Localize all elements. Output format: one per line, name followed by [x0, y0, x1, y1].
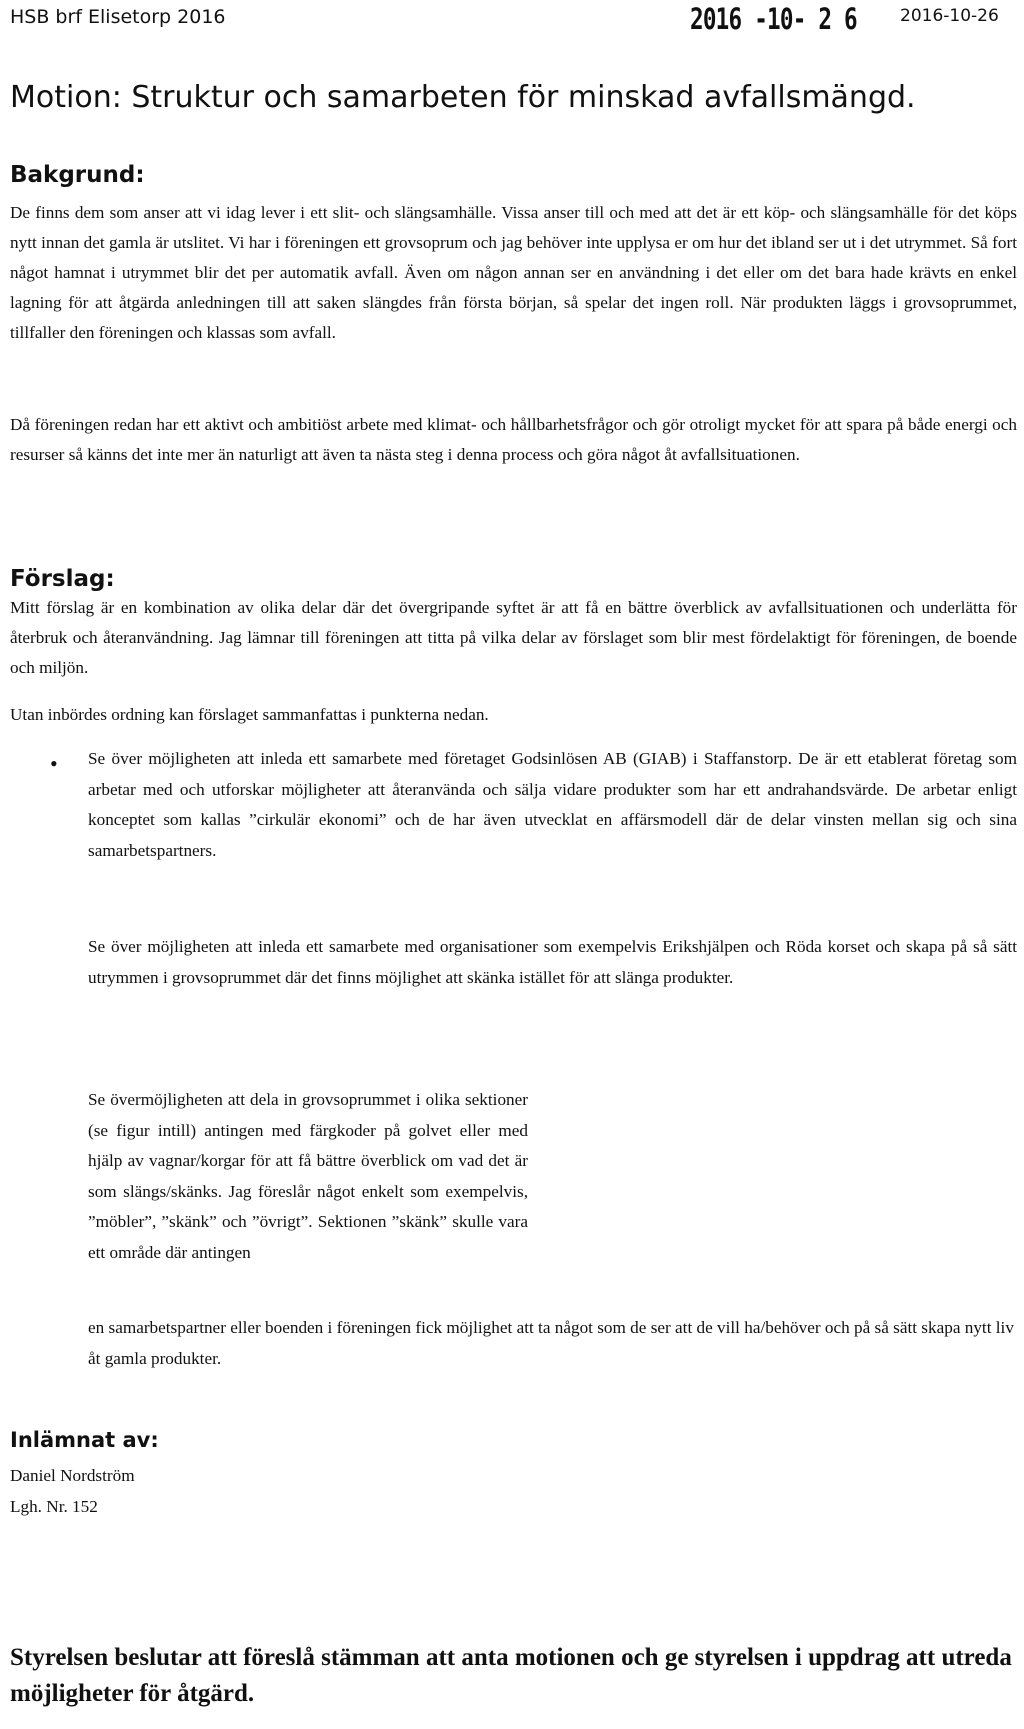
forslag-paragraph-2: Utan inbördes ordning kan förslaget sammanfattas i punkterna nedan. — [10, 705, 489, 724]
organization-name: HSB brf Elisetorp 2016 — [10, 6, 226, 28]
motion-title: Motion: Struktur och samarbeten för minskad avfallsmängd. — [10, 80, 916, 115]
proposal-item-sections: Se övermöjligheten att dela in grovsoprummet i olika sektioner (se figur intill) antingen med färgkoder på golvet eller med hjälp av vagnar/korgar för att få bättre överblick om vad det är som slängs/skänks. Jag föreslår något enkelt som exempelvis, ”möbler”, ”skänk” och ”övrigt”. Sektionen ”skänk” skulle vara ett område där antingen — [88, 1090, 528, 1262]
forslag-heading: Förslag: — [10, 566, 115, 592]
proposal-item-charity: Se över möjligheten att inleda ett samarbete med organisationer som exempelvis Erikshjälpen och Röda korset och skapa på så sätt utrymmen i grovsoprummet där det finns möjlighet att skänka istället för att slänga produkter. — [88, 937, 1017, 987]
submitter-apartment: Lgh. Nr. 152 — [10, 1497, 98, 1516]
bakgrund-heading: Bakgrund: — [10, 162, 145, 188]
received-stamp-date: 2016 -10- 2 6 — [690, 2, 857, 36]
forslag-paragraph-1: Mitt förslag är en kombination av olika delar där det övergripande syftet är att få en bättre överblick av avfallsituationen och underlätta för återbruk och återanvändning. Jag lämnar till föreningen att titta på vilka delar av förslaget som blir mest fördelaktigt för föreningen, de boende och miljön. — [10, 598, 1017, 677]
proposal-item-sections-continued: en samarbetspartner eller boenden i föreningen fick möjlighet att ta något som de ser att de vill ha/behöver och på så sätt skapa nytt liv åt gamla produkter. — [88, 1318, 1014, 1368]
bullet-marker: • — [50, 751, 58, 776]
proposal-item-giab: Se över möjligheten att inleda ett samarbete med företaget Godsinlösen AB (GIAB) i Staffanstorp. De är ett etablerat företag som arbetar med och utforskar möjligheter att återanvända och sälja vidare produkter som har ett andrahandsvärde. De arbetar enligt konceptet som kallas ”cirkulär ekonomi” och de har även utvecklat en affärsmodell där de delar vinsten mellan sig och sina samarbetspartners. — [88, 749, 1017, 860]
submitted-by-heading: Inlämnat av: — [10, 1428, 159, 1452]
submitter-name: Daniel Nordström — [10, 1466, 135, 1485]
document-date: 2016-10-26 — [900, 6, 999, 26]
board-decision: Styrelsen beslutar att föreslå stämman att anta motionen och ge styrelsen i uppdrag att utreda möjligheter för åtgärd. — [10, 1644, 1012, 1707]
bakgrund-paragraph-1: De finns dem som anser att vi idag lever i ett slit- och slängsamhälle. Vissa anser till och med att det är ett köp- och slängsamhälle för det köps nytt innan det gamla är utslitet. Vi har i föreningen ett grovsoprum och jag behöver inte upplysa er om hur det ibland ser ut i det utrymmet. Så fort något hamnat i utrymmet blir det per automatik avfall. Även om någon annan ser en användning i det eller om det bara hade krävts en enkel lagning för att åtgärda anledningen till att saken slängdes från första början, så spelar det ingen roll. När produkten läggs i grovsoprummet, tillfaller den föreningen och klassas som avfall. — [10, 203, 1017, 342]
bakgrund-paragraph-2: Då föreningen redan har ett aktivt och ambitiöst arbete med klimat- och hållbarhetsfrågor och gör otroligt mycket för att spara på både energi och resurser så känns det inte mer än naturligt att även ta nästa steg i denna process och göra något åt avfallsituationen. — [10, 415, 1017, 464]
